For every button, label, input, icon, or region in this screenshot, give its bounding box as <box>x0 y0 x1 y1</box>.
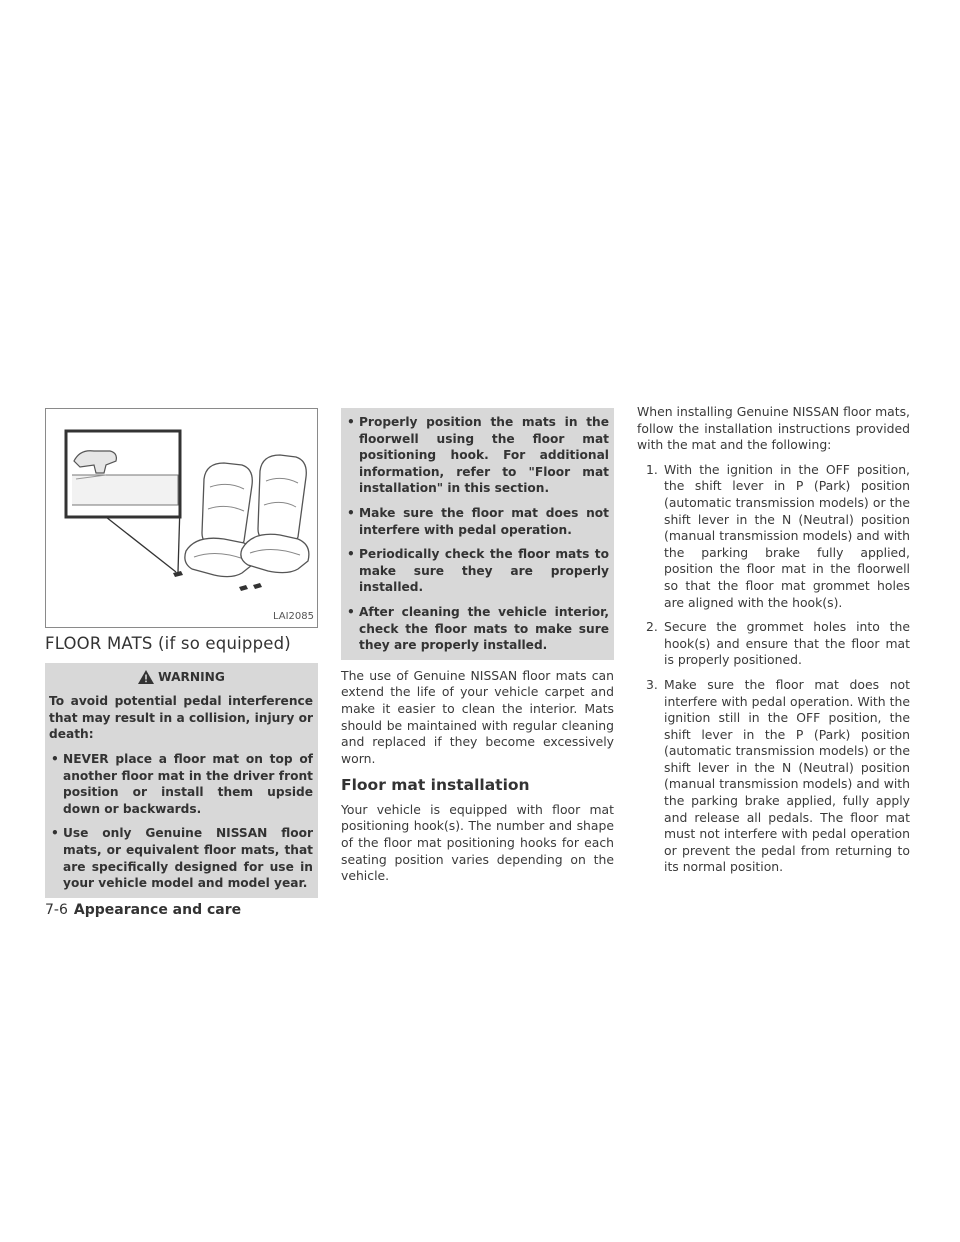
warning-bullet: • NEVER place a floor mat on top of another floor mat in the driver front position or install them upside down or backwards. <box>49 751 313 817</box>
step-text: Secure the grommet holes into the hook(s) and ensure that the floor mat is properly positioned. <box>664 619 910 668</box>
installation-intro: When installing Genuine NISSAN floor mats, follow the installation instructions provided with the mat and the following: <box>637 404 910 453</box>
floor-mat-illustration <box>45 408 318 628</box>
subsection-title: Floor mat installation <box>341 776 530 795</box>
step-number: 1. <box>646 461 658 477</box>
floor-mat-care-paragraph: The use of Genuine NISSAN floor mats can extend the life of your vehicle carpet and make it easier to clean the interior. Mats should be maintained with regular cleaning and replaced if they become excessively worn. <box>341 667 614 766</box>
page-footer <box>45 902 318 919</box>
warning-header <box>49 669 313 686</box>
warning-bullet: • Periodically check the floor mats to make sure they are properly installed. <box>345 546 609 596</box>
warning-bullet: • Make sure the floor mat does not interfere with pedal operation. <box>345 505 609 538</box>
seat-drawing <box>46 409 317 627</box>
column-middle <box>341 408 614 893</box>
installation-steps <box>637 462 910 876</box>
step-number: 3. <box>646 676 658 692</box>
step-text: Make sure the floor mat does not interfere with pedal operation. With the ignition still in the OFF position, the shift lever in the P (Park) position (automatic transmission models) or the shift lever in the N (Neutral) position (manual transmission models) and with the parking brake applied, fully apply and release all pedals. The floor mat must not interfere with pedal operation or prevent the pedal from returning to its normal position. <box>664 676 910 875</box>
section-title: FLOOR MATS (if so equipped) <box>45 634 291 653</box>
warning-box <box>45 663 318 898</box>
column-right <box>637 404 910 884</box>
warning-label: WARNING <box>158 669 225 684</box>
warning-bullets <box>49 751 313 892</box>
page-number: 7-6 <box>45 901 68 918</box>
footer-section-name: Appearance and care <box>73 901 242 918</box>
warning-bullets-continued <box>345 414 609 654</box>
figure-code: LAI2085 <box>272 609 315 626</box>
installation-paragraph: Your vehicle is equipped with floor mat positioning hook(s). The number and shape of the floor mat positioning hooks for each seating position varies depending on the vehicle. <box>341 801 614 884</box>
installation-step <box>637 677 910 876</box>
step-text: With the ignition in the OFF position, the shift lever in P (Park) position (automatic transmission models) or the shift lever in the N (Neutral) position (manual transmission models) and with the parking brake fully applied, position the floor mat in the floorwell so that the floor mat grommet holes are aligned with the hook(s). <box>664 461 910 610</box>
warning-triangle-icon <box>137 669 155 685</box>
warning-bullet: • After cleaning the vehicle interior, check the floor mats to make sure they are properly installed. <box>345 604 609 654</box>
column-left <box>45 408 318 918</box>
step-number: 2. <box>646 619 658 635</box>
warning-box-continued <box>341 408 614 660</box>
warning-bullet: • Use only Genuine NISSAN floor mats, or equivalent floor mats, that are specifically designed for use in your vehicle model and model year. <box>49 825 313 891</box>
installation-step <box>637 462 910 611</box>
warning-bullet: • Properly position the mats in the floorwell using the floor mat positioning hook. For additional information, refer to "Floor mat installation" in this section. <box>345 414 609 497</box>
installation-step <box>637 619 910 669</box>
warning-intro: To avoid potential pedal interference that may result in a collision, injury or death: <box>49 694 313 742</box>
